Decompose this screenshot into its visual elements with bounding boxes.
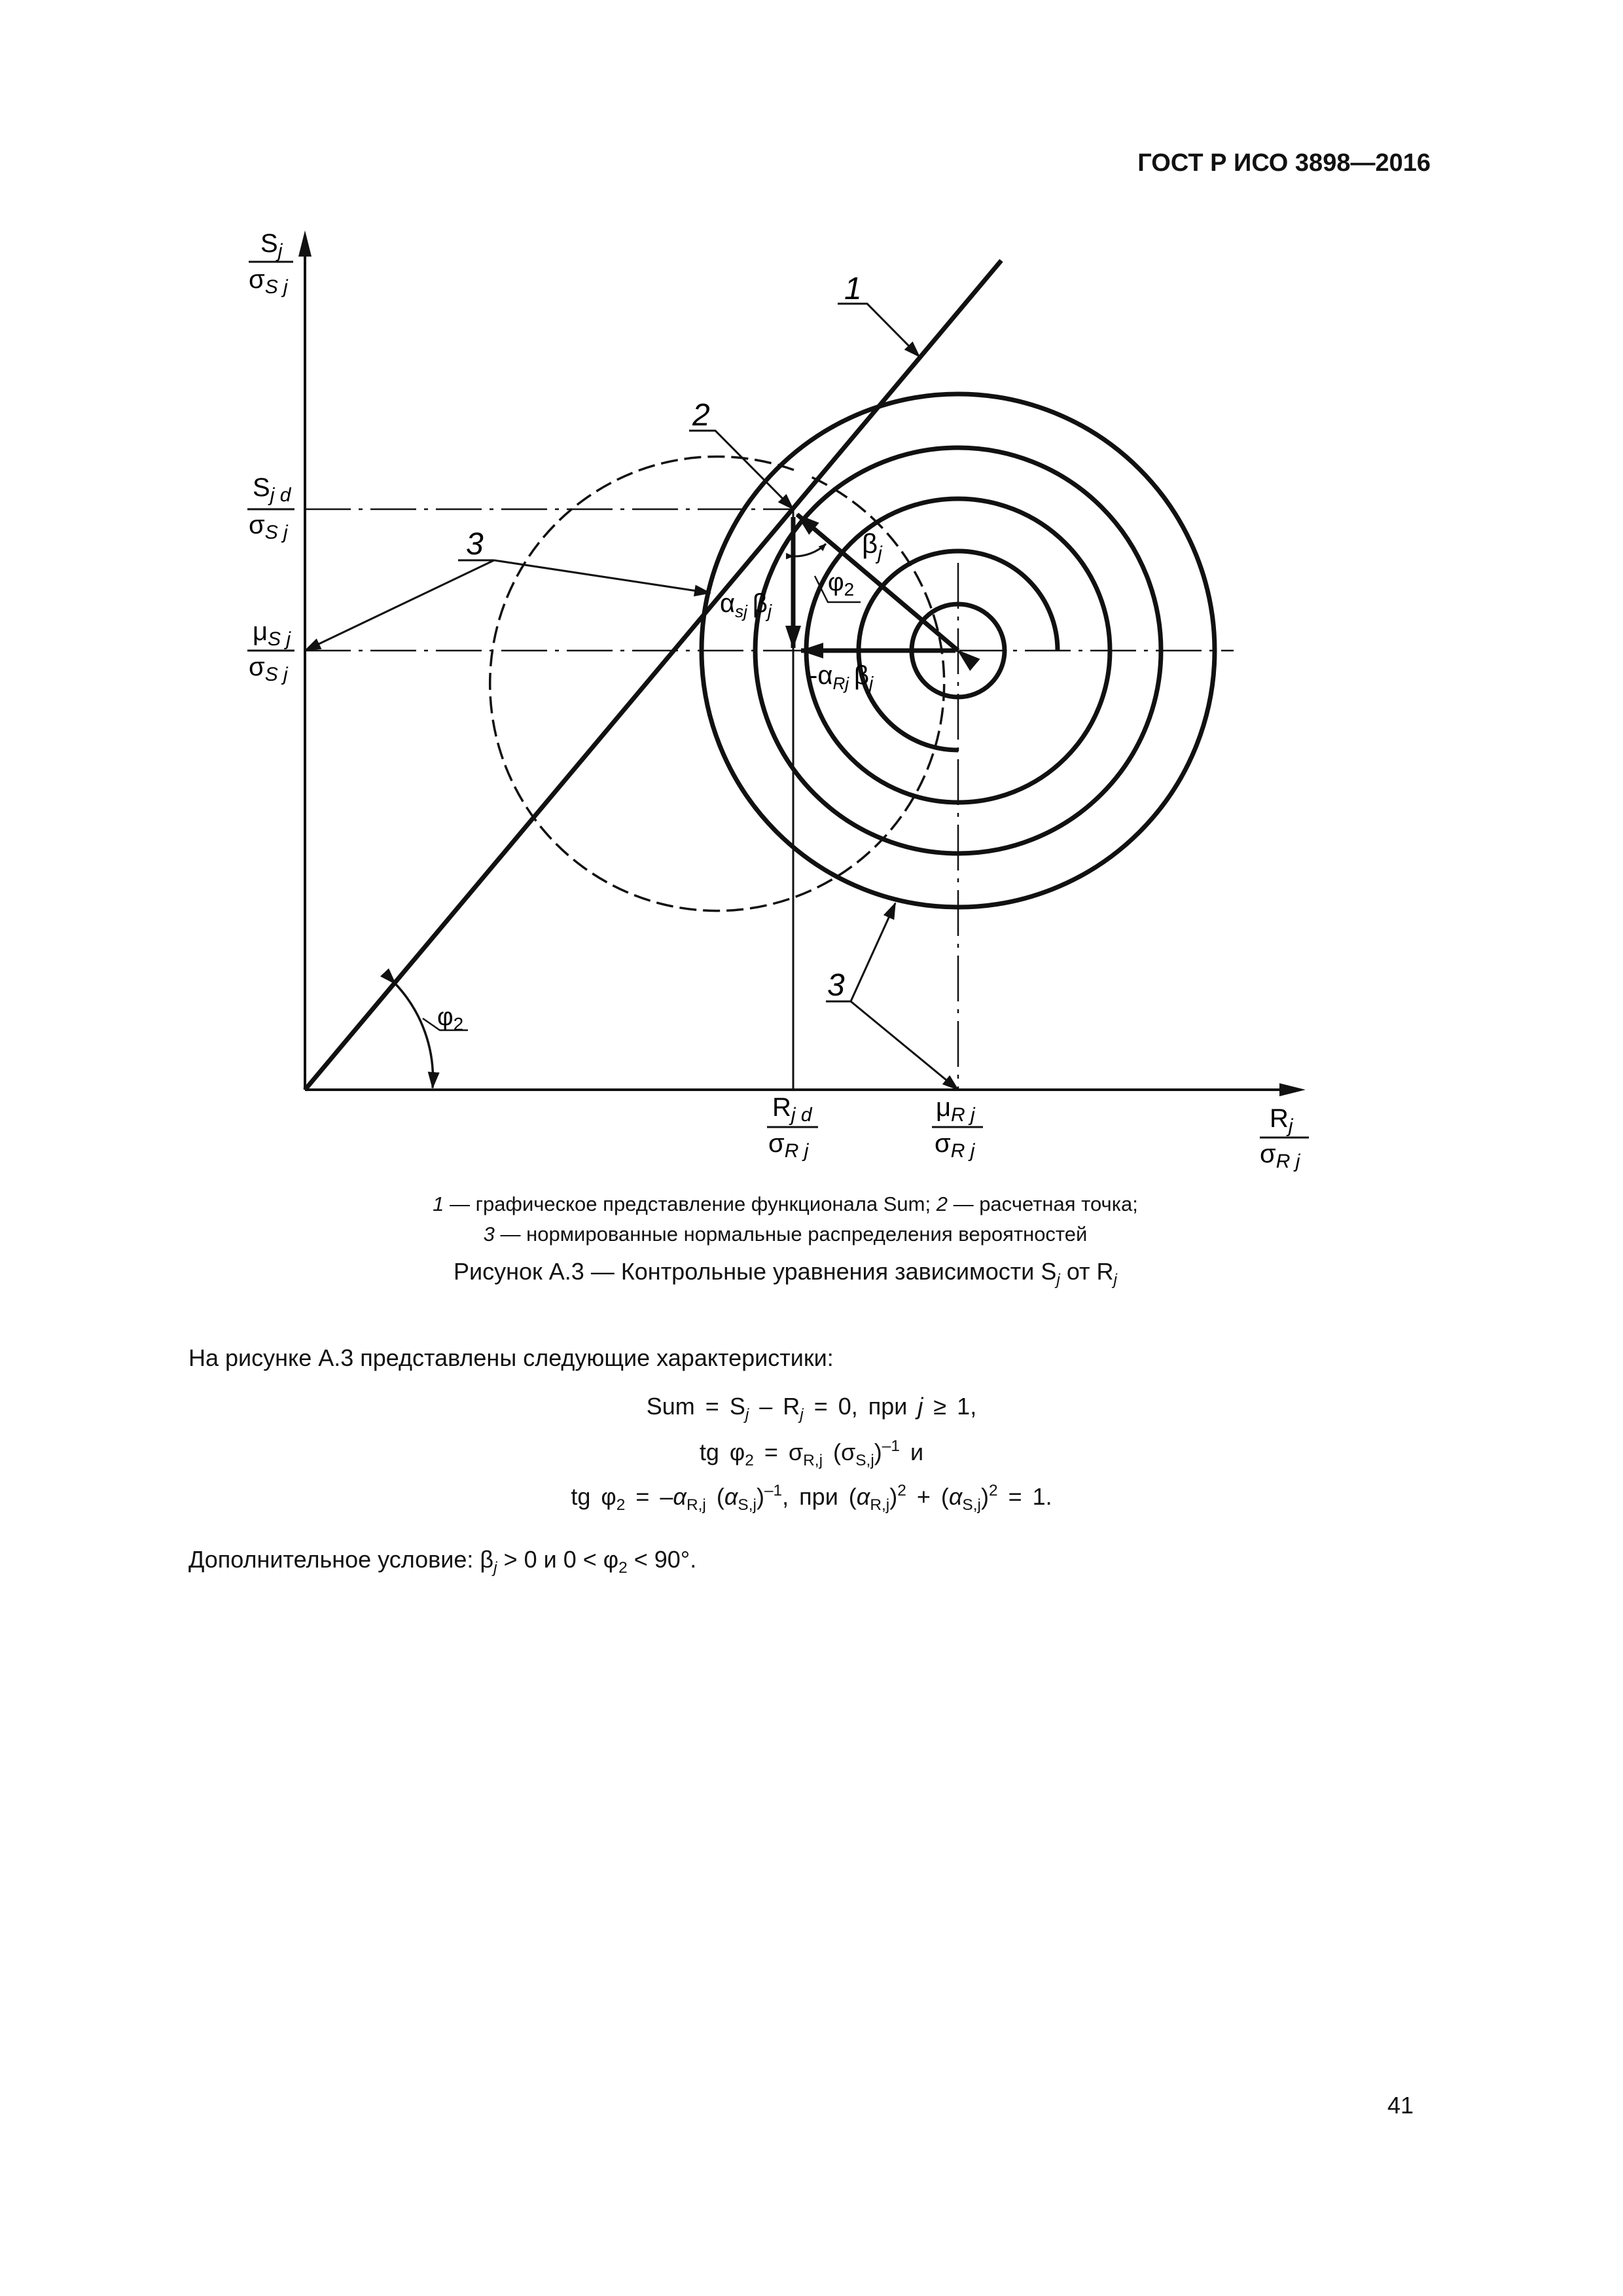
callout-3b-leader-down <box>851 1001 958 1090</box>
callout-3a-label: 3 <box>466 527 484 562</box>
alpha-s-beta-label: $\alpha_{sj}$ $\beta_j$ <box>720 589 772 621</box>
svg-text:μR j: $\mu_{R j}$ <box>936 1093 975 1126</box>
x-axis-title <box>1260 1104 1309 1172</box>
callout-1-label: 1 <box>844 272 862 306</box>
svg-text:Rj: $R_j$ <box>1270 1104 1293 1137</box>
caption-legend-line1: 1 — графическое представление функционала Sum; 2 — расчетная точка; <box>433 1193 1138 1215</box>
origin-angle-arc <box>395 984 433 1088</box>
svg-text:σS j: $\sigma_{S j}$ <box>249 511 288 543</box>
callout-3b-leader-up <box>851 903 895 1001</box>
svg-text:σR j: $\sigma_{R j}$ <box>935 1129 975 1162</box>
y-tick-mean <box>247 617 294 685</box>
svg-text:Sj: $S_j$ <box>260 229 283 262</box>
y-axis-arrow <box>298 230 312 257</box>
y-axis-title <box>249 229 293 298</box>
caption-legend-line2: 3 — нормированные нормальные распределения вероятностей <box>483 1223 1088 1246</box>
alpha-r-beta-label: $-\alpha_{Rj}$ $\beta_j$ <box>809 661 874 693</box>
x-tick-design <box>767 1093 818 1162</box>
design-point-angle-arc <box>793 544 826 556</box>
svg-text:Rj d: $R_{j d}$ <box>772 1093 812 1126</box>
equation-3: tg $\varphi_2 = -\alpha_{R,j}$ $(\alpha_{S,j})^{-1}$, при $(\alpha_{R,j})^2 + (\alpha_{S,j})^2 = 1$. <box>571 1482 1052 1514</box>
document-header: ГОСТ Р ИСО 3898—2016 <box>1137 149 1431 177</box>
beta-label: $\beta_j$ <box>862 528 882 564</box>
callout-3b-label: 3 <box>827 968 845 1003</box>
svg-text:Sj d: $S_{j d}$ <box>253 473 291 506</box>
phi-design-label: $\varphi_2$ <box>828 569 855 600</box>
x-tick-mean <box>932 1093 983 1162</box>
callout-2-label: 2 <box>692 398 710 433</box>
callout-3a-leader-right <box>494 560 710 593</box>
x-axis-arrow <box>1279 1083 1306 1096</box>
callout-1-leader <box>838 304 919 357</box>
additional-condition: Дополнительное условие: $\beta_j > 0$ и $0 < \varphi_2 < 90^\circ$. <box>188 1546 697 1577</box>
svg-text:σR j: $\sigma_{R j}$ <box>768 1129 809 1162</box>
equation-2: tg $\varphi_2 = \sigma_{R,j}$ $(\sigma_{S,j})^{-1}$ и <box>699 1437 924 1469</box>
svg-text:σS j: $\sigma_{S j}$ <box>249 265 288 298</box>
distribution-circle-6-arc <box>805 406 1093 470</box>
equation-1: Sum = $S_j - R_j = 0$, при j ≥ 1, <box>646 1393 977 1424</box>
intro-paragraph: На рисунке А.3 представлены следующие характеристики: <box>188 1344 834 1371</box>
phi-origin-label: $\varphi_2$ <box>437 1003 464 1034</box>
figure-title: Рисунок А.3 — Контрольные уравнения зависимости $S_j$ от $R_j$ <box>454 1258 1117 1289</box>
callout-3a-leader-left <box>305 560 494 651</box>
y-tick-design <box>247 473 294 543</box>
svg-text:σS j: $\sigma_{S j}$ <box>249 653 288 685</box>
page-number: 41 <box>1387 2092 1414 2119</box>
svg-text:μS j: $\mu_{S j}$ <box>253 617 291 650</box>
limit-state-line <box>305 260 1001 1090</box>
svg-text:σR j: $\sigma_{R j}$ <box>1260 1139 1300 1172</box>
